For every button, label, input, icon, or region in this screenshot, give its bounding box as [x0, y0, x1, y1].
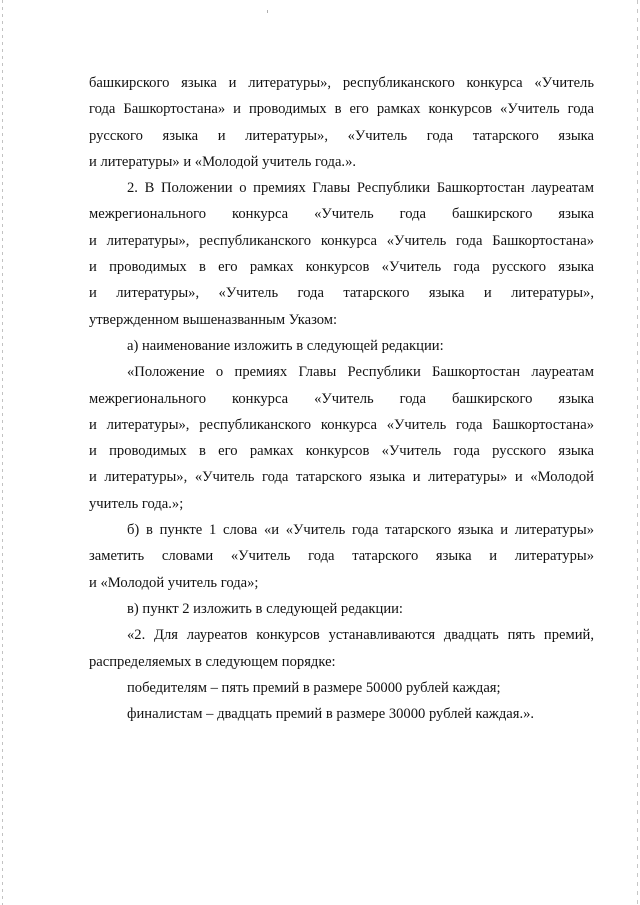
text-line: «Положение о премиях Главы Республики Башкортостан лауреатам [127, 364, 594, 381]
paragraph-subitem-v [89, 596, 594, 622]
text-line: в) пункт 2 изложить в следующей редакции: [127, 600, 403, 617]
scan-edge-left [2, 0, 3, 905]
paragraph-continuation [89, 70, 594, 175]
text-line: русского языка и литературы», «Учитель года татарского языка [89, 127, 594, 144]
document-body [89, 70, 594, 727]
paragraph-quoted-title [89, 359, 594, 517]
paragraph-winners [89, 675, 594, 701]
scan-edge-right [637, 0, 638, 905]
text-line: и литературы», республиканского конкурса «Учитель года Башкортостана» [89, 416, 594, 433]
text-line: и «Молодой учитель года»; [89, 574, 259, 591]
text-line: и литературы», «Учитель года татарского языка и литературы» и «Молодой [89, 469, 594, 486]
text-line: учитель года.»; [89, 495, 184, 512]
text-line: б) в пункте 1 слова «и «Учитель года татарского языка и литературы» [127, 522, 594, 539]
text-line: и литературы» и «Молодой учитель года.». [89, 153, 357, 170]
paragraph-item-2 [89, 175, 594, 333]
paragraph-subitem-b [89, 517, 594, 596]
text-line: победителям – пять премий в размере 50000 рублей каждая; [127, 679, 501, 696]
text-line: заметить словами «Учитель года татарского языка и литературы» [89, 548, 594, 565]
text-line: межрегионального конкурса «Учитель года башкирского языка [89, 390, 594, 407]
paragraph-finalists [89, 701, 594, 727]
text-line: и проводимых в его рамках конкурсов «Учитель года русского языка [89, 259, 594, 276]
text-line: финалистам – двадцать премий в размере 30000 рублей каждая.». [127, 706, 535, 723]
text-line: «2. Для лауреатов конкурсов устанавливаются двадцать пять премий, [127, 627, 594, 644]
scan-artifact [267, 10, 268, 13]
text-line: башкирского языка и литературы», республиканского конкурса «Учитель [89, 75, 594, 91]
text-line: года Башкортостана» и проводимых в его рамках конкурсов «Учитель года [89, 101, 594, 118]
text-line: а) наименование изложить в следующей редакции: [127, 337, 444, 354]
paragraph-quoted-point-2 [89, 622, 594, 675]
text-line: и проводимых в его рамках конкурсов «Учитель года русского языка [89, 443, 594, 460]
text-line: межрегионального конкурса «Учитель года башкирского языка [89, 206, 594, 223]
text-line: распределяемых в следующем порядке: [89, 653, 336, 670]
text-line: 2. В Положении о премиях Главы Республики Башкортостан лауреатам [127, 180, 594, 197]
text-line: утвержденном вышеназванным Указом: [89, 311, 338, 328]
text-line: и литературы», «Учитель года татарского языка и литературы», [89, 285, 594, 302]
text-line: и литературы», республиканского конкурса «Учитель года Башкортостана» [89, 232, 594, 249]
paragraph-subitem-a [89, 333, 594, 359]
